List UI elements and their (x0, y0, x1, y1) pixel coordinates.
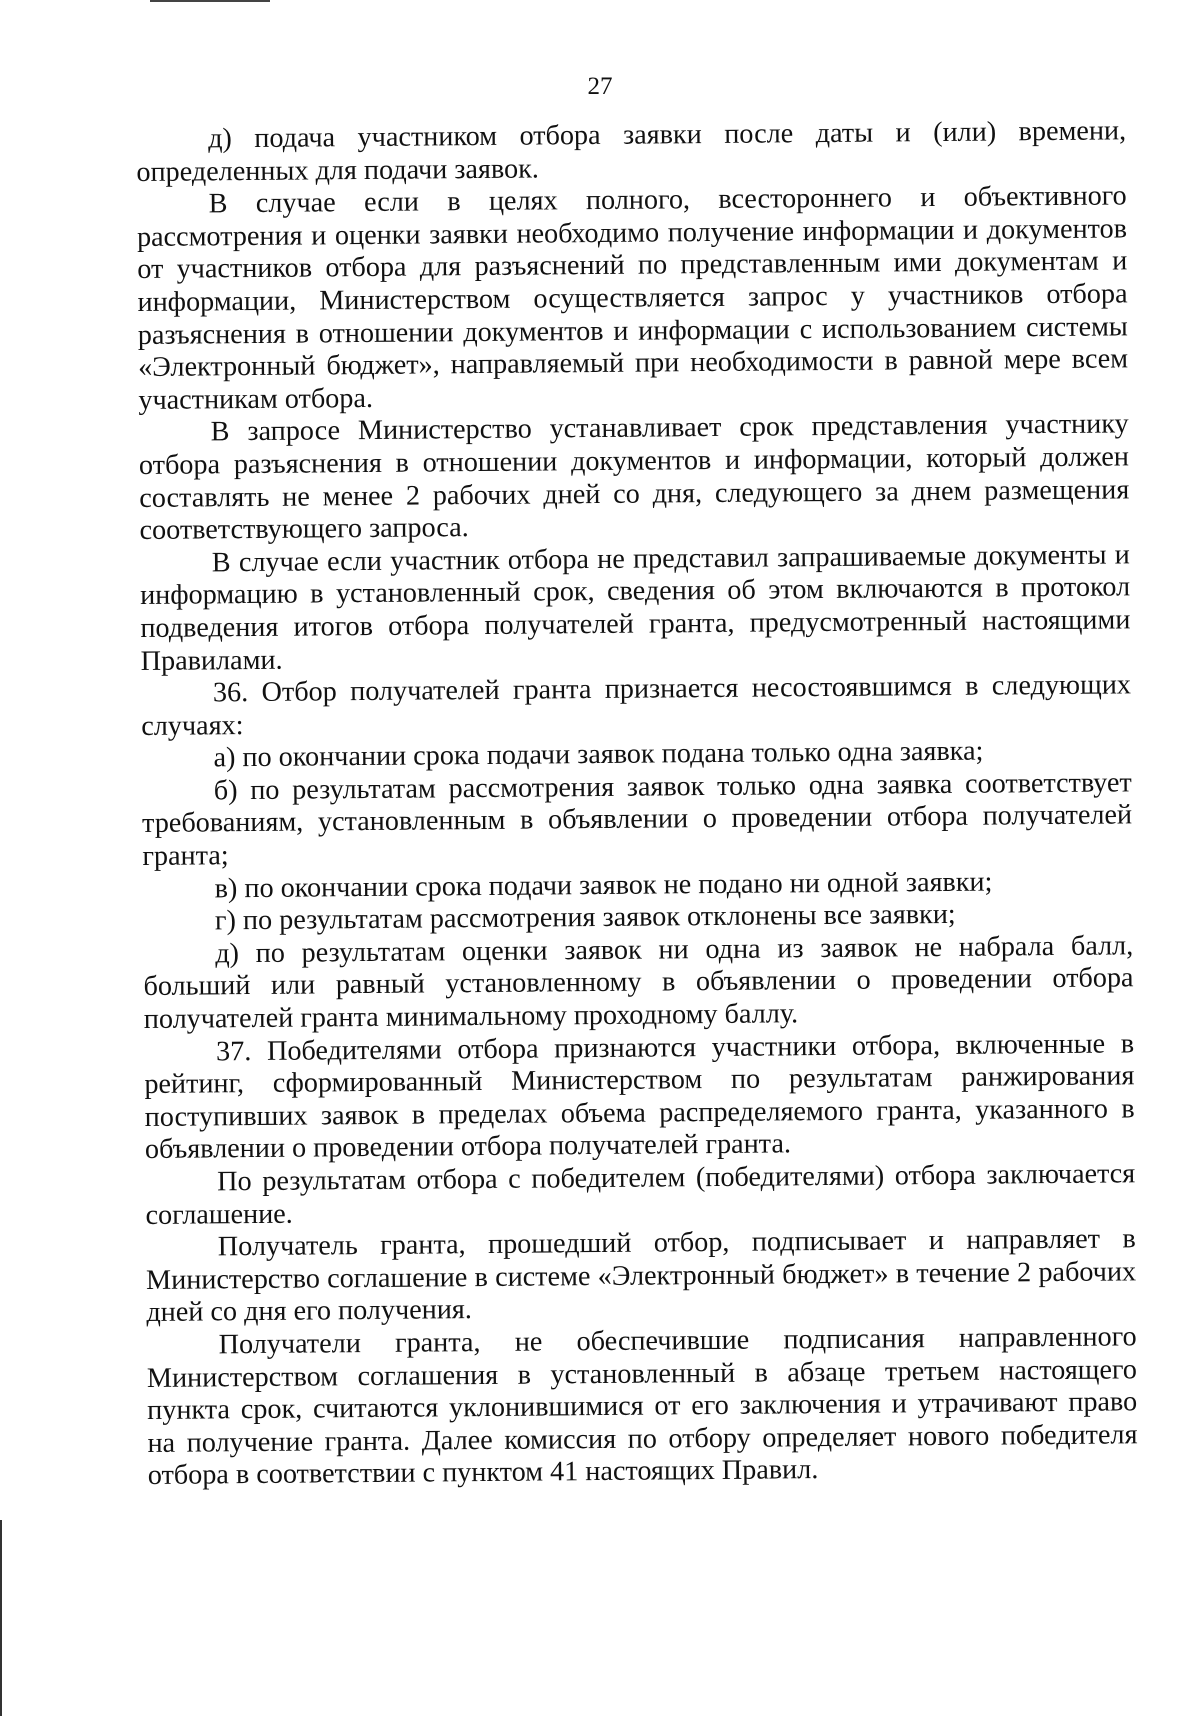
paragraph: Получатели гранта, не обеспечившие подписания направленного Министерством соглашения в установленный в абзаце третьем настоящего пункта срок, считаются уклонившимися от его заключения и утрачивают право на получение гранта. Далее комиссия по отбору определяет нового победителя отбора в соответствии с пунктом 41 настоящих Правил. (146, 1321, 1138, 1492)
paragraph: 37. Победителями отбора признаются участники отбора, включенные в рейтинг, сформированный Министерством по результатам ранжирования поступивших заявок в пределах объема распределяемого гранта, указанного в объявлении о проведении отбора получателей гранта. (144, 1027, 1135, 1166)
paragraph: В запросе Министерство устанавливает срок представления участнику отбора разъяснения в отношении документов и информации, который должен составлять не менее 2 рабочих дней со дня, следующего за днем размещения соответствующего запроса. (138, 408, 1130, 547)
paragraph: д) по результатам оценки заявок ни одна из заявок не набрала балл, больший или равный установленному в объявлении о проведении отбора получателей гранта минимальному проходному баллу. (143, 930, 1134, 1035)
paragraph: В случае если в целях полного, всестороннего и объективного рассмотрения и оценки заявки необходимо получение информации и документов от участников отбора для разъяснений по представленным ими документам и информации, Министерством осуществляется запрос у участников отбора разъяснения в отношении документов и информации с использованием системы «Электронный бюджет», направляемый при необходимости в равной мере всем участникам отбора. (136, 180, 1129, 416)
paragraph: 36. Отбор получателей гранта признается несостоявшимся в следующих случаях: (141, 669, 1132, 742)
paragraph: в) по окончании срока подачи заявок не подано ни одной заявки; (214, 866, 993, 904)
paragraph: Получатель гранта, прошедший отбор, подписывает и направляет в Министерство соглашение в системе «Электронный бюджет» в течение 2 рабочих дней со дня его получения. (145, 1223, 1137, 1329)
scan-edge-left (0, 1520, 2, 1716)
paragraph: г) по результатам рассмотрения заявок отклонены все заявки; (214, 899, 956, 937)
scan-edge-top (150, 0, 270, 2)
paragraph: В случае если участник отбора не представил запрашиваемые документы и информацию в установленный срок, сведения об этом включаются в протокол подведения итогов отбора получателей гранта, предусмотренный настоящими Правилами. (139, 539, 1131, 677)
document-body (136, 115, 1138, 1493)
paragraph: д) подача участником отбора заявки после даты и (или) времени, определенных для подачи заявок. (136, 115, 1127, 188)
paragraph: а) по окончании срока подачи заявок подана только одна заявка; (213, 735, 984, 774)
paragraph: б) по результатам рассмотрения заявок только одна заявка соответствует требованиям, установленным в объявлении о проведении отбора получателей гранта; (141, 767, 1133, 873)
page-number: 27 (587, 73, 613, 100)
paragraph: По результатам отбора с победителем (победителями) отбора заключается соглашение. (145, 1158, 1136, 1231)
